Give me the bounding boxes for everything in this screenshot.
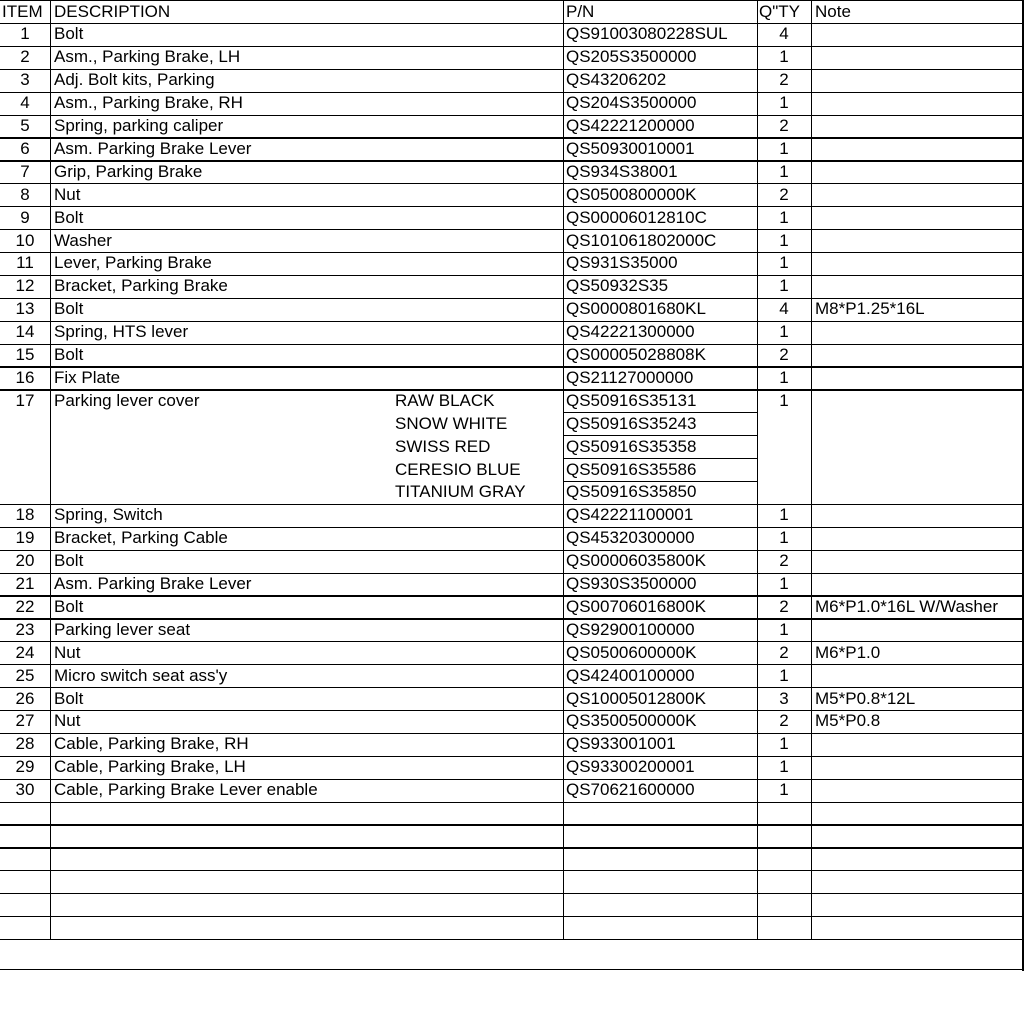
row-27-item: 27 <box>15 711 35 731</box>
row-7-description: Grip, Parking Brake <box>54 161 203 181</box>
row-29-pn: QS93300200001 <box>566 757 695 777</box>
row-13-pn: QS0000801680KL <box>566 299 706 319</box>
row-19-qty: 1 <box>779 528 789 548</box>
col-line-note <box>811 0 812 939</box>
row-14-item: 14 <box>15 322 35 342</box>
row-16-description: Fix Plate <box>54 367 121 387</box>
row-1-qty: 4 <box>779 24 789 44</box>
row-18-pn: QS42221100001 <box>566 505 694 525</box>
row-24-pn: QS0500600000K <box>566 642 697 662</box>
col-line-description <box>50 0 51 939</box>
row-27-description: Nut <box>54 711 81 731</box>
row-3-description: Adj. Bolt kits, Parking <box>54 70 215 90</box>
row-15-pn: QS00005028808K <box>566 345 706 364</box>
row-divider <box>0 802 1022 803</box>
row-1-description: Bolt <box>54 24 84 44</box>
cover-variant-pn: QS50916S35131 <box>566 390 697 410</box>
row-3-pn: QS43206202 <box>566 70 667 90</box>
row-20-pn: QS00006035800K <box>566 551 706 571</box>
row-19-description: Bracket, Parking Cable <box>54 528 228 548</box>
row-24-description: Nut <box>54 642 81 662</box>
row-28-description: Cable, Parking Brake, RH <box>54 734 249 754</box>
row-27-pn: QS3500500000K <box>566 711 697 731</box>
row-21-pn: QS930S3500000 <box>566 574 697 593</box>
row-25-item: 25 <box>15 665 35 685</box>
row-23-qty: 1 <box>779 619 789 639</box>
row-7-qty: 1 <box>779 161 789 181</box>
header-qty: Q"TY <box>759 1 800 21</box>
row-17-item: 17 <box>15 390 35 410</box>
row-2-description: Asm., Parking Brake, LH <box>54 47 241 67</box>
row-21-item: 21 <box>15 574 35 593</box>
row-2-item: 2 <box>20 47 30 67</box>
col-line-right <box>1022 0 1024 971</box>
row-28-item: 28 <box>15 734 35 754</box>
row-5-pn: QS42221200000 <box>566 116 695 135</box>
empty-row-divider <box>0 893 1022 894</box>
empty-row-divider <box>0 939 1022 940</box>
cover-variant-pn: QS50916S35850 <box>566 482 697 502</box>
row-23-item: 23 <box>15 619 35 639</box>
row-24-item: 24 <box>15 642 35 662</box>
row-24-qty: 2 <box>779 642 789 662</box>
row-23-pn: QS92900100000 <box>566 619 695 639</box>
cover-variant-color: SWISS RED <box>395 436 491 456</box>
col-line-qty <box>757 0 758 939</box>
cover-variant-color: SNOW WHITE <box>395 413 508 433</box>
row-22-pn: QS00706016800K <box>566 596 706 616</box>
row-14-pn: QS42221300000 <box>566 322 695 342</box>
row-divider <box>0 550 1022 551</box>
empty-row-divider <box>0 916 1022 917</box>
row-17-qty: 1 <box>779 390 789 410</box>
row-13-note: M8*P1.25*16L <box>815 299 925 319</box>
row-26-pn: QS10005012800K <box>566 688 706 708</box>
row-26-qty: 3 <box>779 688 789 708</box>
header-item: ITEM <box>2 1 43 21</box>
row-21-description: Asm. Parking Brake Lever <box>54 574 252 593</box>
row-25-qty: 1 <box>779 665 789 685</box>
row-divider <box>0 344 1022 345</box>
row-10-pn: QS101061802000C <box>566 230 717 250</box>
row-4-description: Asm., Parking Brake, RH <box>54 93 243 113</box>
row-3-qty: 2 <box>779 70 789 90</box>
row-11-pn: QS931S35000 <box>566 253 678 273</box>
row-2-pn: QS205S3500000 <box>566 47 697 67</box>
header-note: Note <box>815 1 851 21</box>
row-16-qty: 1 <box>779 367 789 387</box>
row-4-pn: QS204S3500000 <box>566 93 697 113</box>
row-10-qty: 1 <box>779 230 789 250</box>
row-divider <box>0 366 1022 367</box>
row-18-item: 18 <box>15 505 35 525</box>
row-20-description: Bolt <box>54 551 84 571</box>
cover-variant-pn: QS50916S35586 <box>566 459 697 479</box>
row-3-item: 3 <box>20 70 30 90</box>
row-divider <box>0 229 1022 230</box>
row-19-item: 19 <box>15 528 35 548</box>
row-12-qty: 1 <box>779 276 789 296</box>
row-13-item: 13 <box>15 299 35 319</box>
row-9-qty: 1 <box>779 207 789 227</box>
empty-row-divider <box>0 824 1022 825</box>
row-4-item: 4 <box>20 93 30 113</box>
row-12-description: Bracket, Parking Brake <box>54 276 228 296</box>
header-description: DESCRIPTION <box>54 1 171 21</box>
row-19-pn: QS45320300000 <box>566 528 695 548</box>
row-9-description: Bolt <box>54 207 84 227</box>
row-12-pn: QS50932S35 <box>566 276 669 296</box>
row-24-note: M6*P1.0 <box>815 642 881 662</box>
row-27-qty: 2 <box>779 711 789 731</box>
row-6-pn: QS50930010001 <box>566 138 695 158</box>
row-30-description: Cable, Parking Brake Lever enable <box>54 780 318 800</box>
row-14-description: Spring, HTS lever <box>54 322 189 342</box>
empty-row-divider <box>0 847 1022 848</box>
row-divider <box>0 183 1022 184</box>
row-8-item: 8 <box>20 184 30 204</box>
row-15-qty: 2 <box>779 345 789 364</box>
row-21-qty: 1 <box>779 574 789 593</box>
row-8-pn: QS0500800000K <box>566 184 697 204</box>
row-26-note: M5*P0.8*12L <box>815 688 916 708</box>
row-5-item: 5 <box>20 116 30 135</box>
row-5-description: Spring, parking caliper <box>54 116 224 135</box>
row-30-item: 30 <box>15 780 35 800</box>
row-divider <box>0 206 1022 207</box>
row-22-qty: 2 <box>779 596 789 616</box>
row-16-pn: QS21127000000 <box>566 367 694 387</box>
row-22-item: 22 <box>15 596 35 616</box>
row-13-qty: 4 <box>779 299 789 319</box>
cover-variant-pn: QS50916S35358 <box>566 436 697 456</box>
row-15-item: 15 <box>15 345 35 364</box>
row-22-note: M6*P1.0*16L W/Washer <box>815 596 998 616</box>
row-20-item: 20 <box>15 551 35 571</box>
row-23-description: Parking lever seat <box>54 619 191 639</box>
row-7-pn: QS934S38001 <box>566 161 678 181</box>
row-11-description: Lever, Parking Brake <box>54 253 212 273</box>
cover-variant-color: RAW BLACK <box>395 390 495 410</box>
row-27-note: M5*P0.8 <box>815 711 881 731</box>
row-25-pn: QS42400100000 <box>566 665 695 685</box>
row-6-qty: 1 <box>779 138 789 158</box>
row-7-item: 7 <box>20 161 30 181</box>
row-29-item: 29 <box>15 757 35 777</box>
row-10-item: 10 <box>15 230 35 250</box>
row-16-item: 16 <box>15 367 35 387</box>
col-line-pn <box>563 0 564 939</box>
row-1-pn: QS91003080228SUL <box>566 24 728 44</box>
row-20-qty: 2 <box>779 551 789 571</box>
row-14-qty: 1 <box>779 322 789 342</box>
row-5-qty: 2 <box>779 116 789 135</box>
row-30-qty: 1 <box>779 780 789 800</box>
header-pn: P/N <box>566 1 595 21</box>
row-13-description: Bolt <box>54 299 84 319</box>
row-30-pn: QS70621600000 <box>566 780 695 800</box>
table-bottom-border <box>0 969 1022 971</box>
row-18-qty: 1 <box>779 505 789 525</box>
header-divider <box>0 23 1022 24</box>
row-9-pn: QS00006012810C <box>566 207 707 227</box>
row-28-pn: QS933001001 <box>566 734 676 754</box>
row-1-item: 1 <box>20 24 30 44</box>
cover-variant-color: CERESIO BLUE <box>395 459 521 479</box>
row-10-description: Washer <box>54 230 112 250</box>
table-top-border <box>0 0 1022 1</box>
row-9-item: 9 <box>20 207 30 227</box>
cover-variant-pn: QS50916S35243 <box>566 413 697 433</box>
cover-variant-color: TITANIUM GRAY <box>395 482 526 502</box>
row-2-qty: 1 <box>779 47 789 67</box>
row-28-qty: 1 <box>779 734 789 754</box>
row-17-description: Parking lever cover <box>54 390 200 410</box>
row-6-description: Asm. Parking Brake Lever <box>54 138 252 158</box>
row-26-item: 26 <box>15 688 35 708</box>
empty-row-divider <box>0 870 1022 871</box>
row-8-description: Nut <box>54 184 81 204</box>
row-8-qty: 2 <box>779 184 789 204</box>
row-29-qty: 1 <box>779 757 789 777</box>
row-29-description: Cable, Parking Brake, LH <box>54 757 246 777</box>
row-11-qty: 1 <box>779 253 789 273</box>
row-15-description: Bolt <box>54 345 84 364</box>
row-11-item: 11 <box>16 253 34 273</box>
row-18-description: Spring, Switch <box>54 505 163 525</box>
row-22-description: Bolt <box>54 596 84 616</box>
row-26-description: Bolt <box>54 688 84 708</box>
row-12-item: 12 <box>15 276 35 296</box>
row-4-qty: 1 <box>779 93 789 113</box>
row-6-item: 6 <box>20 138 30 158</box>
row-25-description: Micro switch seat ass'y <box>54 665 228 685</box>
